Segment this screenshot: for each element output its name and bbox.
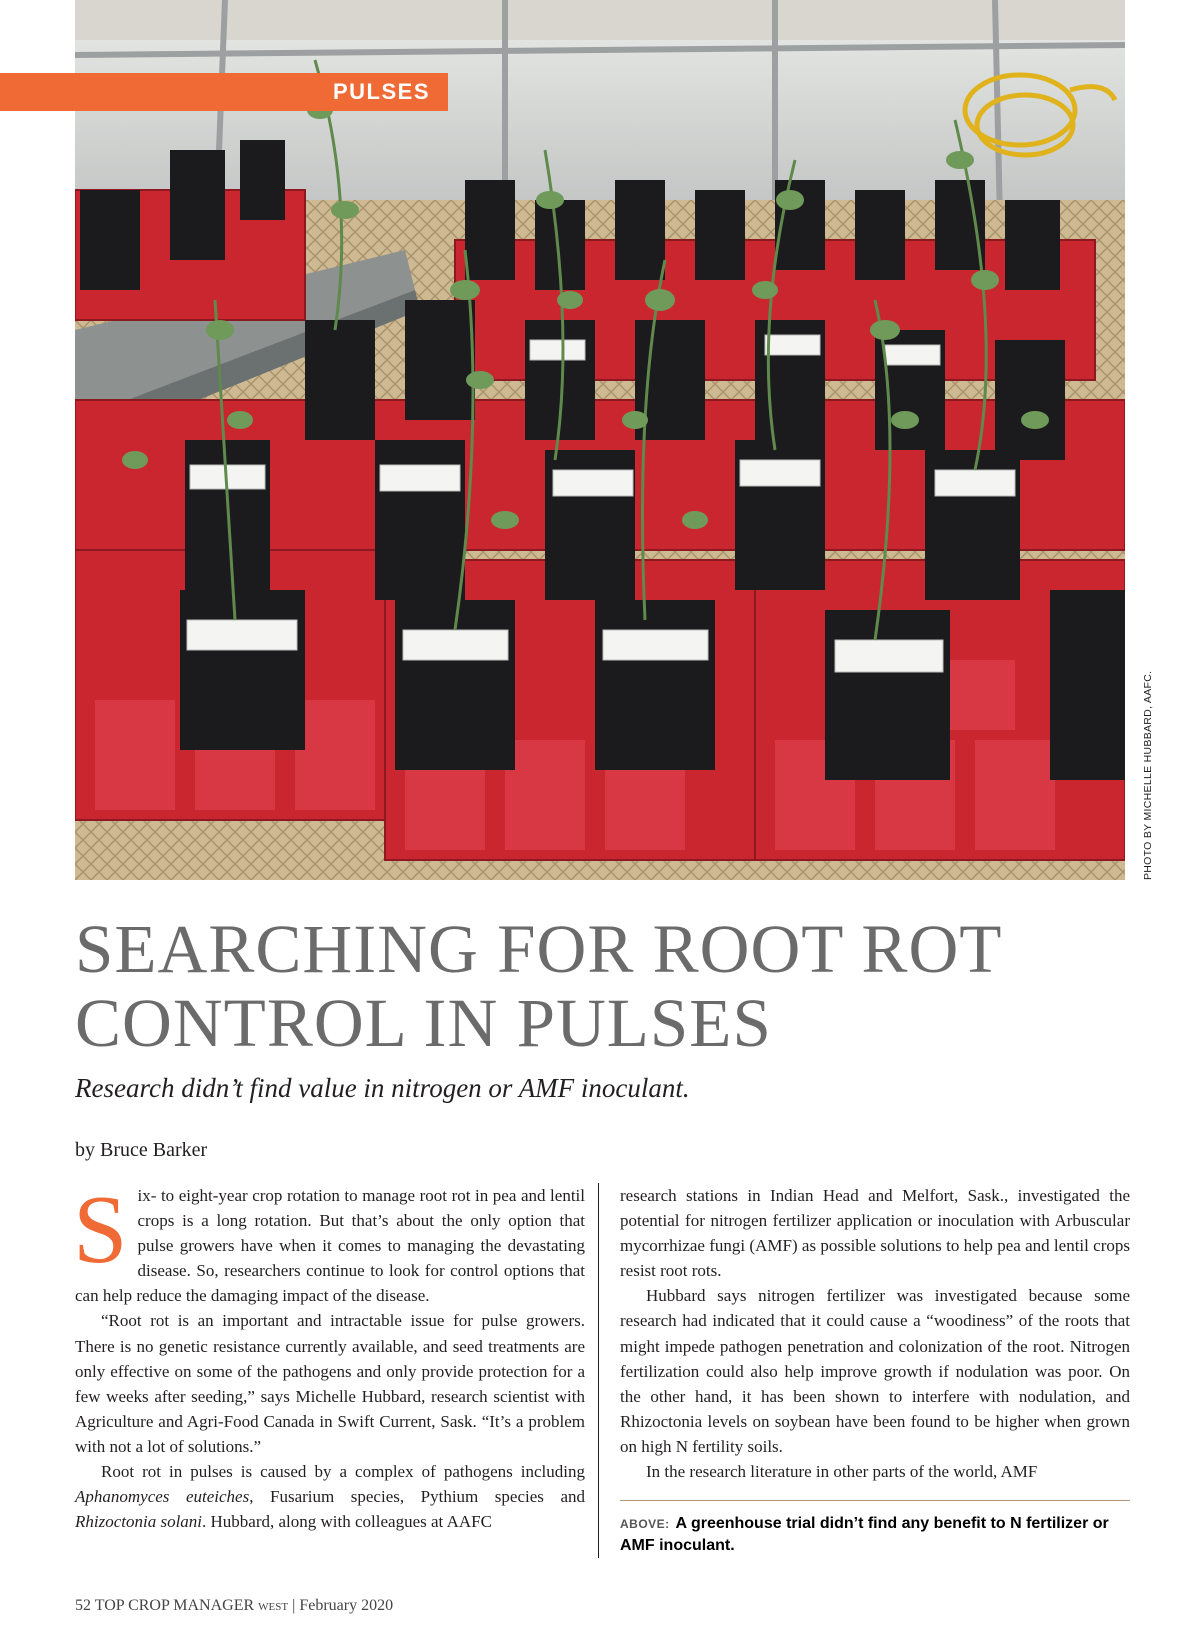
drop-cap: S (73, 1176, 128, 1284)
paragraph-4: research stations in Indian Head and Melfort, Sask., investigated the potential for nitrogen fertilizer application or inoculation with Arbuscular mycorrhizae fungi (AMF) as possible solutions to help pea and lentil crops resist root rots. (620, 1186, 1130, 1281)
headline-line-2: CONTROL IN PULSES (75, 985, 772, 1061)
section-tag-label: PULSES (332, 79, 430, 104)
paragraph-5: Hubbard says nitrogen fertilizer was investigated because some research had indicated that it could cause a “woodiness” of the roots that might impede pathogen penetration and colonization of the root. Nitrogen fertilization could also help improve growth if nodulation was poor. On the other hand, it has been shown to interfere with nodulation, and Rhizoctonia levels on soybean have been found to be higher when grown on high N fertility soils. (620, 1286, 1130, 1456)
paragraph-3 (75, 1459, 585, 1534)
article-headline (75, 912, 1135, 1060)
issue-date: February 2020 (299, 1597, 394, 1614)
body-column-right (620, 1183, 1130, 1484)
paragraph-1 (73, 1176, 585, 1308)
byline: by Bruce Barker (75, 1139, 208, 1161)
photo-credit: PHOTO BY MICHELLE HUBBARD, AAFC. (1142, 670, 1154, 880)
caption-label: ABOVE: (620, 1517, 670, 1531)
column-divider (598, 1183, 599, 1558)
species-name-rhizoctonia: Rhizoctonia solani (75, 1512, 203, 1532)
paragraph-3-mid: , Fusarium species, Pythium species and (249, 1487, 585, 1507)
greenhouse-photo (75, 0, 1125, 880)
greenhouse-photo-drawing (75, 0, 1125, 880)
paragraph-2: “Root rot is an important and intractable issue for pulse growers. There is no genetic resistance currently available, and seed treatments are only effective on some of the pathogens and only provide protection for a few weeks after seeding,” says Michelle Hubbard, research scientist with Agriculture and Agri-Food Canada in Swift Current, Sask. “It’s a problem with not a lot of solutions.” (75, 1311, 585, 1456)
caption-divider (620, 1500, 1130, 1501)
photo-caption (620, 1513, 1130, 1556)
footer-separator: | (292, 1597, 296, 1614)
page-number: 52 (75, 1597, 91, 1614)
paragraph-3-end: . Hubbard, along with colleagues at AAFC (202, 1512, 492, 1532)
article-deck: Research didn’t find value in nitrogen or AMF inoculant. (75, 1073, 690, 1103)
page-footer (75, 1597, 393, 1615)
paragraph-6: In the research literature in other parts of the world, AMF (646, 1462, 1038, 1482)
paragraph-3-start: Root rot in pulses is caused by a complex of pathogens including (101, 1462, 585, 1482)
magazine-edition: WEST (258, 1601, 289, 1613)
paragraph-1-text: ix- to eight-year crop rotation to manage root rot in pea and lentil crops is a long rotation. But that’s about the only option that pulse growers have when it comes to managing the devastating disease. So, researchers continue to look for control options that can help reduce the damaging impact of the disease. (75, 1186, 585, 1306)
body-column-left (73, 1176, 585, 1534)
headline-line-1: SEARCHING FOR ROOT ROT (75, 911, 1003, 987)
caption-text: A greenhouse trial didn’t find any benefit to N fertilizer or AMF inoculant. (620, 1515, 1109, 1554)
species-name-aphanomyces: Aphanomyces euteiches (75, 1487, 250, 1507)
magazine-name: TOP CROP MANAGER (94, 1597, 255, 1614)
section-tag (0, 73, 448, 111)
